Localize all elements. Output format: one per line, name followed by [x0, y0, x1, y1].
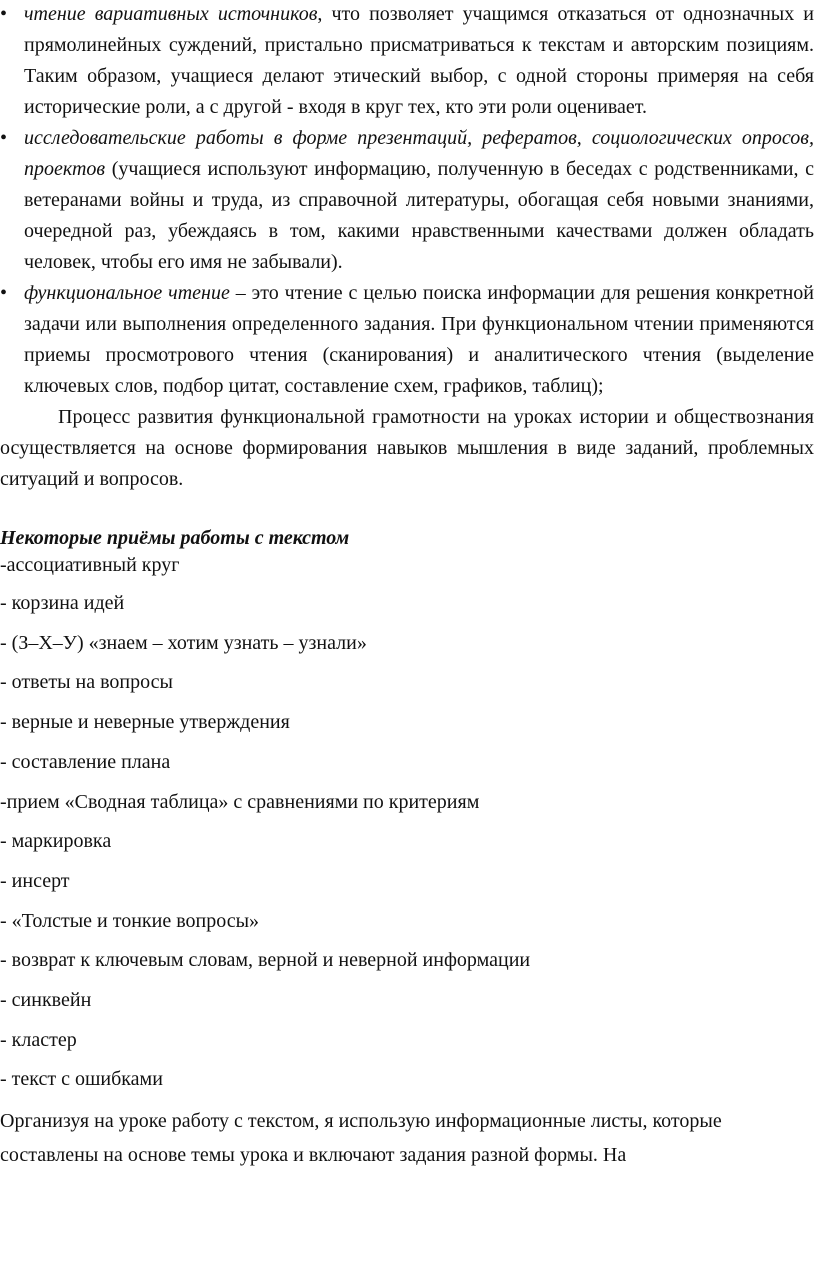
body-paragraph: Процесс развития функциональной грамотности на уроках истории и обществознания осуществляется на основе формирования навыков мышления в виде заданий, проблемных ситуаций и вопросов. [0, 406, 814, 490]
list-item: - синквейн [0, 989, 92, 1012]
bullet-item [0, 278, 816, 402]
list-item: - верные и неверные утверждения [0, 711, 290, 734]
list-item: - составление плана [0, 750, 171, 773]
list-item: - текст с ошибками [0, 1068, 163, 1091]
list-item: -прием «Сводная таблица» с сравнениями по критериям [0, 790, 480, 813]
list-item: - ответы на вопросы [0, 671, 173, 694]
bullet-text: – это чтение с целью поиска информации для решения конкретной задачи или выполнения определенного задания. При функциональном чтении применяются приемы просмотрового чтения (сканирования) и аналитического чтения (выделение ключевых слов, подбор цитат, составление схем, графиков, таблиц); [24, 282, 814, 397]
bullet-term: функциональное чтение [24, 282, 230, 304]
list-item: - (З–Х–У) «знаем – хотим узнать – узнали» [0, 631, 367, 654]
list-item: -ассоциативный круг [0, 554, 180, 576]
bullet-text: (учащиеся используют информацию, полученную в беседах с родственниками, с ветеранами войны и труда, из справочной литературы, обогащая себя новыми знаниями, очередной раз, убеждаясь в том, какими нравственными качествами должен обладать человек, чтобы его имя не забывали). [24, 158, 814, 273]
bullet-icon: • [0, 127, 8, 149]
bullet-item [0, 0, 816, 123]
list-item: - корзина идей [0, 592, 125, 614]
bullet-icon: • [0, 3, 8, 25]
bullet-icon: • [0, 282, 8, 304]
list-item: - инсерт [0, 869, 70, 892]
techniques-list [0, 552, 816, 1100]
list-item: - кластер [0, 1028, 77, 1051]
bullet-term: исследовательские работы в форме презентаций, рефератов, социологических опросов, проектов [24, 127, 814, 180]
section-heading: Некоторые приёмы работы с текстом [0, 527, 350, 549]
list-item: - возврат к ключевым словам, верной и неверной информации [0, 949, 531, 972]
bullet-term: чтение вариативных источников [24, 3, 318, 25]
bullet-text: , что позволяет учащимся отказаться от однозначных и прямолинейных суждений, пристально присматриваться к текстам и авторским позициям. Таким образом, учащиеся делают этический выбор, с одной стороны примеряя на себя исторические роли, а с другой - входя в круг тех, кто эти роли оценивает. [24, 3, 814, 118]
bullet-item [0, 123, 816, 278]
closing-paragraph: Организуя на уроке работу с текстом, я использую информационные листы, которые составлены на основе темы урока и включают задания разной формы. На [0, 1110, 722, 1167]
list-item: - «Толстые и тонкие вопросы» [0, 909, 260, 932]
list-item: - маркировка [0, 830, 112, 853]
